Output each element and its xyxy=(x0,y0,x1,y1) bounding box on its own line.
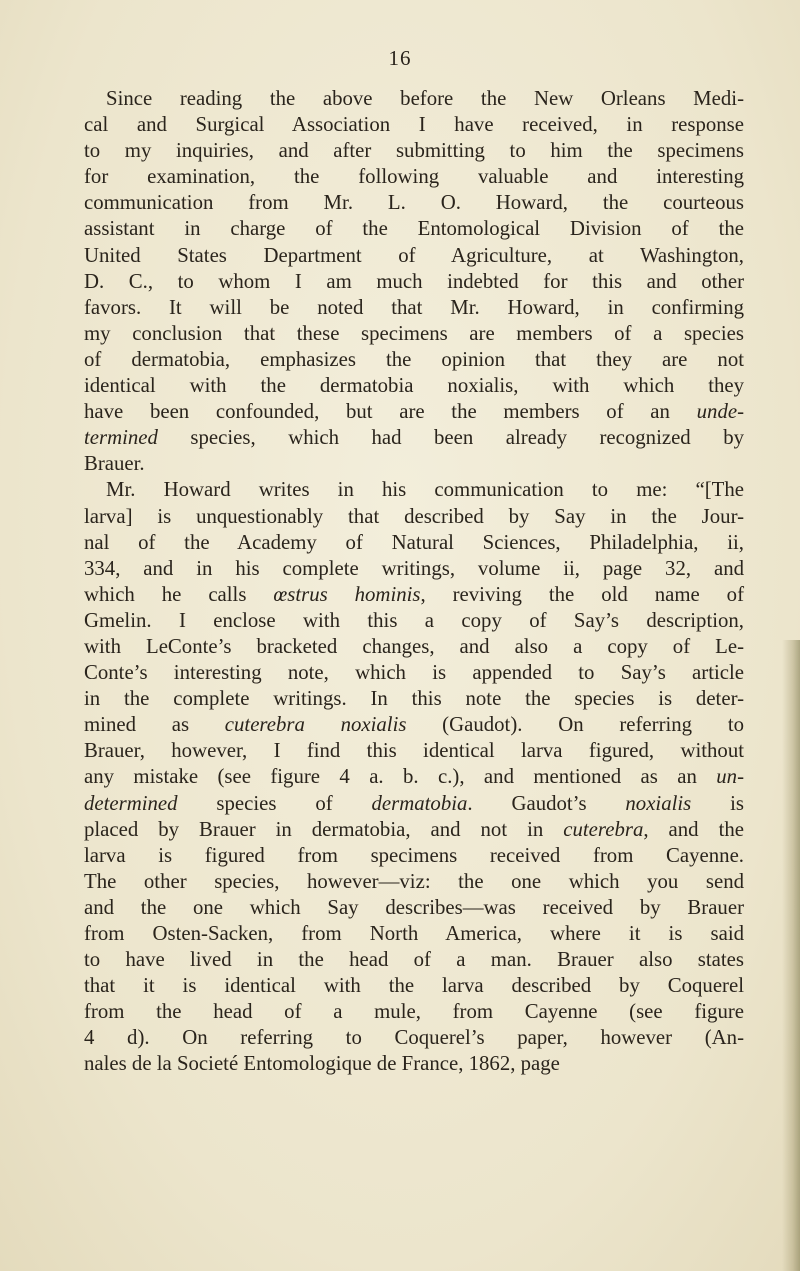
text-line xyxy=(84,686,744,712)
text-segment: United States Department of Agriculture, at Washington, xyxy=(84,243,744,267)
text-segment: to my inquiries, and after submitting to him the specimens xyxy=(84,139,744,163)
text-segment: Mr. Howard writes in his communication to me: “[The xyxy=(106,478,744,502)
text-segment: Brauer, however, I find this identical larva figured, without xyxy=(84,739,744,763)
text-line xyxy=(84,973,744,999)
text-line xyxy=(84,608,744,634)
text-segment: with LeConte’s bracketed changes, and also a copy of Le- xyxy=(84,634,744,658)
italic-text: termined xyxy=(84,426,158,450)
italic-text: determined xyxy=(84,791,178,815)
italic-text: un- xyxy=(716,765,744,789)
text-segment: of dermatobia, emphasizes the opinion that they are not xyxy=(84,347,744,371)
body-text xyxy=(84,86,744,1078)
text-segment: nales de la Societé Entomologique de France, 1862, page xyxy=(84,1052,560,1076)
text-segment: assistant in charge of the Entomological Division of the xyxy=(84,217,744,241)
text-segment: , reviving the old name of xyxy=(420,582,745,606)
text-segment: 4 d). On referring to Coquerel’s paper, however (An- xyxy=(84,1026,744,1050)
text-line xyxy=(84,504,744,530)
page-number: 16 xyxy=(388,46,412,70)
text-segment: larva is figured from specimens received from Cayenne. xyxy=(84,843,744,867)
text-line xyxy=(84,477,744,503)
text-line xyxy=(84,530,744,556)
text-segment: placed by Brauer in dermatobia, and not in xyxy=(84,817,564,841)
text-line xyxy=(84,556,744,582)
italic-text: noxialis xyxy=(625,791,692,815)
text-line xyxy=(84,895,744,921)
text-line xyxy=(84,243,744,269)
text-segment: that it is identical with the larva described by Coquerel xyxy=(84,974,744,998)
text-line xyxy=(84,1025,744,1051)
text-line xyxy=(84,451,744,477)
text-segment: nal of the Academy of Natural Sciences, Philadelphia, ii, xyxy=(84,530,744,554)
text-segment: for examination, the following valuable and interesting xyxy=(84,165,744,189)
text-segment: from Osten-Sacken, from North America, where it is said xyxy=(84,922,744,945)
text-segment: have been confounded, but are the members of an xyxy=(84,400,697,424)
text-segment: in the complete writings. In this note the species is deter- xyxy=(84,687,744,711)
text-segment: is xyxy=(691,791,744,815)
text-line xyxy=(84,347,744,373)
italic-text: œstrus hominis xyxy=(273,582,421,606)
text-line xyxy=(84,164,744,190)
text-line xyxy=(84,112,744,138)
text-segment: favors. It will be noted that Mr. Howard, in confirming xyxy=(84,295,744,319)
text-segment: Since reading the above before the New Orleans Medi- xyxy=(106,87,744,110)
text-segment: Brauer. xyxy=(84,452,145,476)
text-line xyxy=(84,269,744,295)
italic-text: cuterebra noxialis xyxy=(224,713,407,737)
text-segment: communication from Mr. L. O. Howard, the courteous xyxy=(84,191,744,215)
text-line xyxy=(84,138,744,164)
text-segment: , and the xyxy=(643,817,744,841)
italic-text: cuterebra xyxy=(563,817,644,841)
text-line xyxy=(84,738,744,764)
text-line xyxy=(84,373,744,399)
text-line xyxy=(84,295,744,321)
text-segment: my conclusion that these specimens are members of a species xyxy=(84,321,744,345)
text-segment: any mistake (see figure 4 a. b. c.), and mentioned as an xyxy=(84,765,717,789)
text-segment: The other species, however—viz: the one which you send xyxy=(84,869,744,893)
text-line xyxy=(84,321,744,347)
text-line xyxy=(84,399,744,425)
text-segment: which he calls xyxy=(84,582,274,606)
text-segment: cal and Surgical Association I have received, in response xyxy=(84,113,744,137)
text-line xyxy=(84,999,744,1025)
text-segment: . Gaudot’s xyxy=(467,791,626,815)
text-line xyxy=(84,86,744,112)
text-segment: species of xyxy=(177,791,372,815)
text-line xyxy=(84,712,744,738)
text-line xyxy=(84,947,744,973)
text-segment: species, which had been already recognized by xyxy=(157,426,744,450)
text-line xyxy=(84,843,744,869)
text-line xyxy=(84,660,744,686)
page-edge-shadow xyxy=(782,640,800,1271)
text-line xyxy=(84,869,744,895)
text-segment: identical with the dermatobia noxialis, with which they xyxy=(84,374,744,398)
text-segment: Gmelin. I enclose with this a copy of Say’s description, xyxy=(84,608,744,632)
text-segment: 334, and in his complete writings, volume ii, page 32, and xyxy=(84,556,744,580)
text-segment: (Gaudot). On referring to xyxy=(406,713,744,737)
text-line xyxy=(84,634,744,660)
text-segment: larva] is unquestionably that described by Say in the Jour- xyxy=(84,504,744,528)
text-segment: Conte’s interesting note, which is appended to Say’s article xyxy=(84,661,744,685)
text-line xyxy=(84,791,744,817)
italic-text: unde- xyxy=(696,400,744,424)
italic-text: dermatobia xyxy=(371,791,468,815)
text-line xyxy=(84,190,744,216)
text-line xyxy=(84,216,744,242)
text-segment: D. C., to whom I am much indebted for this and other xyxy=(84,269,744,293)
text-segment: from the head of a mule, from Cayenne (see figure xyxy=(84,1000,744,1024)
text-segment: mined as xyxy=(84,713,225,737)
text-line xyxy=(84,582,744,608)
text-line xyxy=(84,921,744,947)
text-line xyxy=(84,425,744,451)
text-segment: to have lived in the head of a man. Brauer also states xyxy=(84,948,744,972)
text-line xyxy=(84,764,744,790)
text-segment: and the one which Say describes—was received by Brauer xyxy=(84,895,744,919)
text-line xyxy=(84,817,744,843)
text-line xyxy=(84,1051,744,1077)
